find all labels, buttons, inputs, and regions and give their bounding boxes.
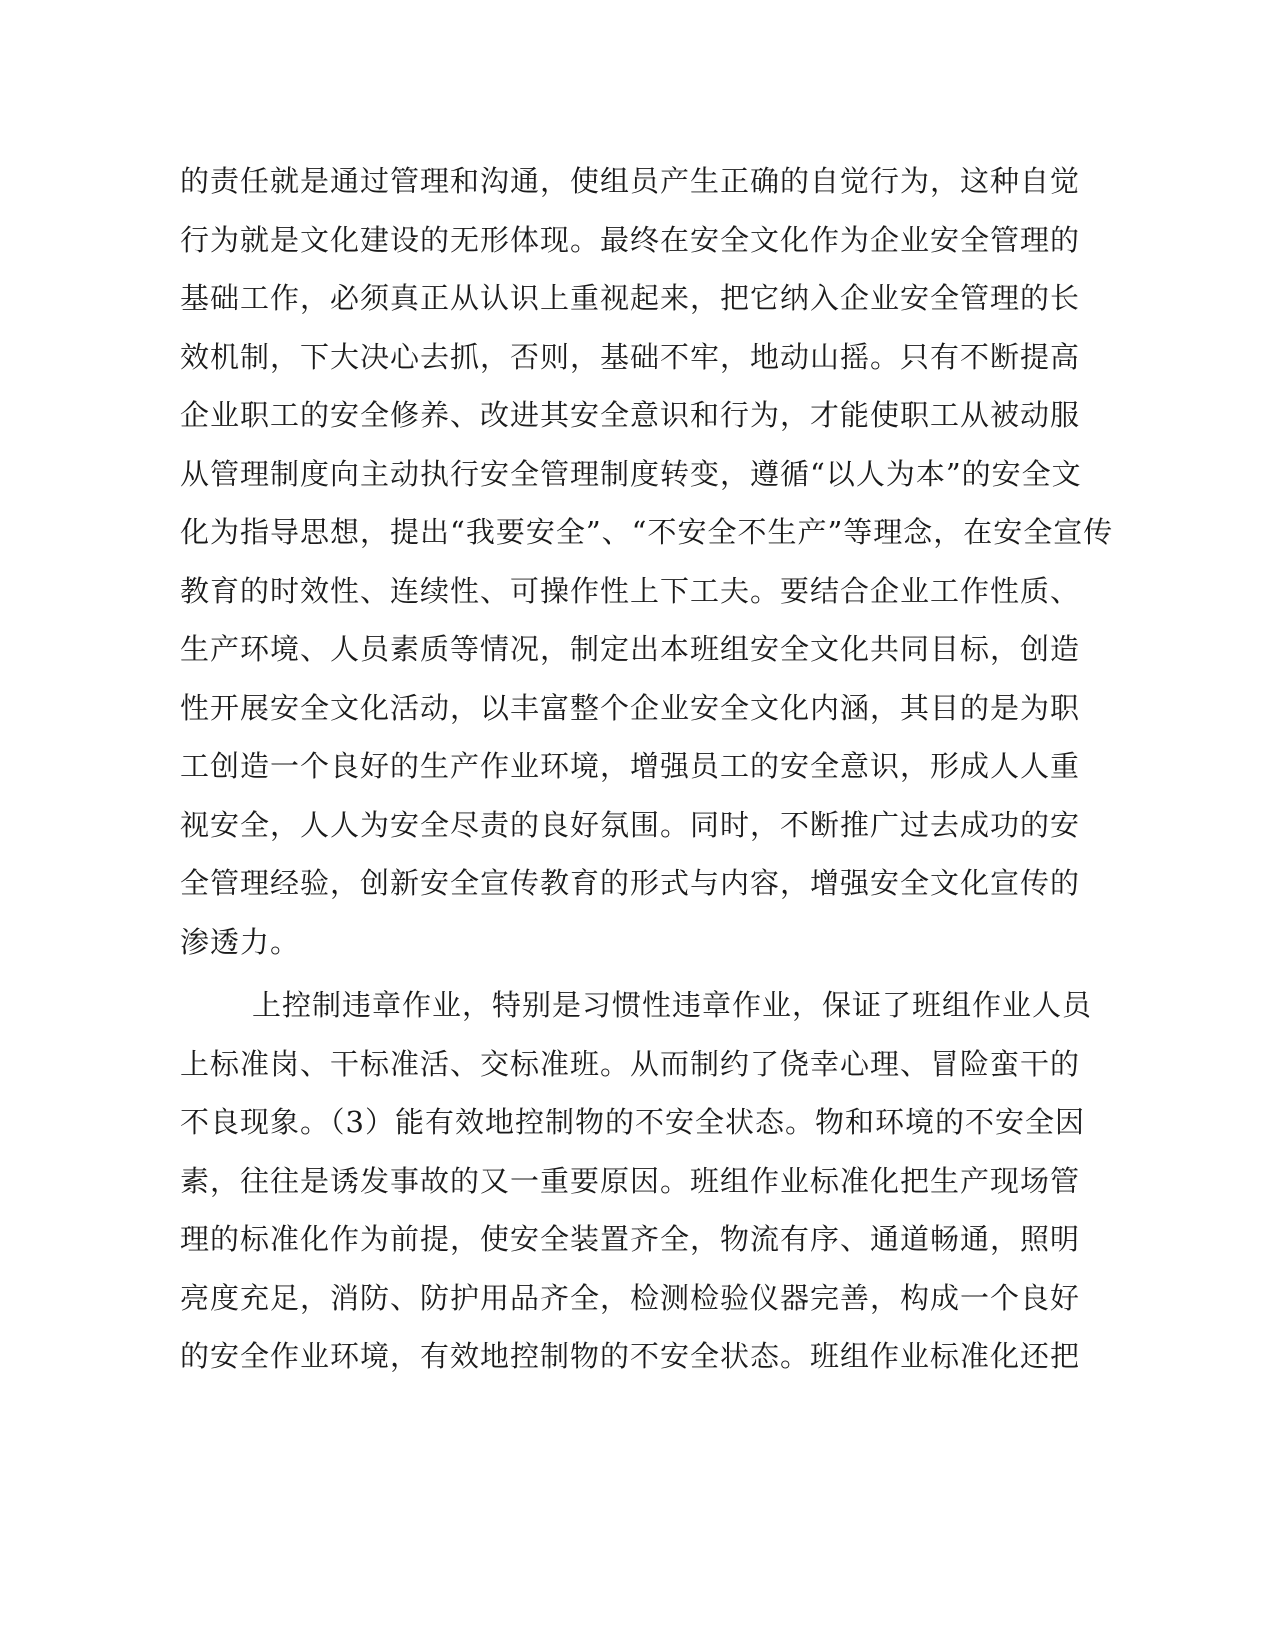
text-line: 生产环境、人员素质等情况，制定出本班组安全文化共同目标，创造 — [180, 632, 1081, 666]
text-line: 的责任就是通过管理和沟通，使组员产生正确的自觉行为，这种自觉 — [180, 164, 1081, 198]
text-line: 视安全，人人为安全尽责的良好氛围。同时，不断推广过去成功的安 — [180, 807, 1081, 842]
text-line: 基础工作，必须真正从认识上重视起来，把它纳入企业安全管理的长 — [180, 281, 1081, 315]
text-line: 上标准岗、干标准活、交标准班。从而制约了侥幸心理、冒险蛮干的 — [180, 1046, 1081, 1081]
text-line: 不良现象。（3）能有效地控制物的不安全状态。物和环境的不安全因 — [180, 1105, 1085, 1139]
text-line: 化为指导思想，提出“我要安全”、“不安全不生产”等理念，在安全宣传 — [180, 515, 1114, 549]
text-line: 素，往往是诱发事故的又一重要原因。班组作业标准化把生产现场管 — [180, 1163, 1081, 1198]
text-line: 全管理经验，创新安全宣传教育的形式与内容，增强安全文化宣传的 — [180, 866, 1081, 900]
paragraph-1 — [180, 152, 1114, 971]
paragraph-2 — [180, 976, 1093, 1386]
text-line: 的安全作业环境，有效地控制物的不安全状态。班组作业标准化还把 — [180, 1339, 1081, 1373]
text-line: 企业职工的安全修养、改进其安全意识和行为，才能使职工从被动服 — [180, 398, 1081, 432]
text-line: 行为就是文化建设的无形体现。最终在安全文化作为企业安全管理的 — [180, 222, 1081, 257]
text-line: 工创造一个良好的生产作业环境，增强员工的安全意识，形成人人重 — [180, 749, 1081, 783]
text-line: 渗透力。 — [180, 924, 301, 959]
text-line: 效机制，下大决心去抓，否则，基础不牢，地动山摇。只有不断提高 — [180, 339, 1081, 374]
text-line-indented: 上控制违章作业，特别是习惯性违章作业，保证了班组作业人员 — [252, 988, 1093, 1022]
text-line: 理的标准化作为前提，使安全装置齐全，物流有序、通道畅通，照明 — [180, 1222, 1081, 1256]
text-line: 亮度充足，消防、防护用品齐全，检测检验仪器完善，构成一个良好 — [180, 1280, 1081, 1315]
text-line: 性开展安全文化活动，以丰富整个企业安全文化内涵，其目的是为职 — [180, 690, 1081, 725]
text-line: 从管理制度向主动执行安全管理制度转变，遵循“以人为本”的安全文 — [180, 456, 1082, 491]
text-line: 教育的时效性、连续性、可操作性上下工夫。要结合企业工作性质、 — [180, 573, 1081, 608]
